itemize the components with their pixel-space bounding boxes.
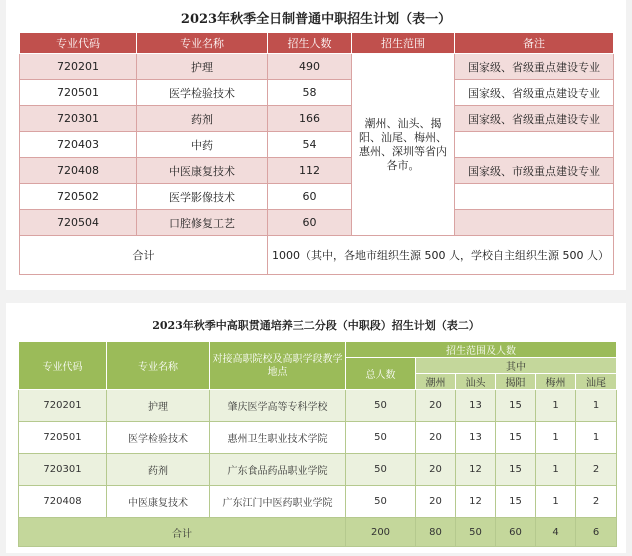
header-city-shantou: 汕头 (456, 374, 496, 390)
cell-code: 720502 (20, 184, 137, 210)
cell-jieyang: 15 (496, 390, 536, 422)
header-name: 专业名称 (137, 33, 268, 54)
table-2-header-row-1 (19, 342, 617, 358)
cell-jieyang: 15 (496, 422, 536, 454)
cell-count: 490 (268, 54, 352, 80)
table-1 (19, 32, 614, 275)
cell-name: 中医康复技术 (107, 486, 210, 518)
cell-shantou: 50 (456, 518, 496, 547)
header-city-chaozhou: 潮州 (416, 374, 456, 390)
cell-name: 药剂 (107, 454, 210, 486)
table-1-title: 2023年秋季全日制普通中职招生计划（表一） (180, 12, 452, 27)
header-count: 招生人数 (268, 33, 352, 54)
cell-name: 中药 (137, 132, 268, 158)
cell-count: 112 (268, 158, 352, 184)
cell-name: 医学检验技术 (107, 422, 210, 454)
table-row (20, 106, 614, 132)
cell-code: 720301 (19, 454, 107, 486)
cell-shantou: 12 (456, 454, 496, 486)
table-2 (18, 341, 617, 547)
cell-note (455, 210, 614, 236)
table-1-header-row (20, 33, 614, 54)
cell-shanwei: 2 (576, 454, 617, 486)
table-row (19, 486, 617, 518)
cell-chaozhou: 20 (416, 454, 456, 486)
cell-note: 国家级、省级重点建设专业 (455, 54, 614, 80)
header-total: 总人数 (346, 358, 416, 390)
header-name: 专业名称 (107, 342, 210, 390)
header-code: 专业代码 (19, 342, 107, 390)
cell-code: 720501 (20, 80, 137, 106)
cell-jieyang: 15 (496, 454, 536, 486)
table-row (20, 210, 614, 236)
total-text: 1000（其中，各地市组织生源 500 人，学校自主组织生源 500 人） (268, 236, 614, 275)
cell-chaozhou: 80 (416, 518, 456, 547)
cell-note: 国家级、省级重点建设专业 (455, 80, 614, 106)
cell-note (455, 184, 614, 210)
table-1-total-row (20, 236, 614, 275)
cell-code: 720408 (20, 158, 137, 184)
table-row (19, 454, 617, 486)
cell-school: 广东食品药品职业学院 (210, 454, 346, 486)
header-city-meizhou: 梅州 (536, 374, 576, 390)
cell-school: 广东江门中医药职业学院 (210, 486, 346, 518)
cell-jieyang: 60 (496, 518, 536, 547)
table-row (20, 184, 614, 210)
table-2-total-row (19, 518, 617, 547)
table-row (20, 80, 614, 106)
cell-school: 惠州卫生职业技术学院 (210, 422, 346, 454)
cell-name: 医学影像技术 (137, 184, 268, 210)
cell-name: 护理 (107, 390, 210, 422)
cell-chaozhou: 20 (416, 486, 456, 518)
cell-total: 50 (346, 486, 416, 518)
cell-name: 护理 (137, 54, 268, 80)
cell-school: 肇庆医学高等专科学校 (210, 390, 346, 422)
table-2-title: 2023年秋季中高职贯通培养三二分段（中职段）招生计划（表二） (152, 319, 480, 332)
table-row (20, 158, 614, 184)
cell-shantou: 13 (456, 422, 496, 454)
header-range: 招生范围 (352, 33, 455, 54)
header-range: 招生范围及人数 (346, 342, 617, 358)
cell-name: 医学检验技术 (137, 80, 268, 106)
cell-note: 国家级、市级重点建设专业 (455, 158, 614, 184)
cell-code: 720504 (20, 210, 137, 236)
total-label: 合计 (20, 236, 268, 275)
cell-code: 720403 (20, 132, 137, 158)
table-row (20, 54, 614, 80)
cell-code: 720501 (19, 422, 107, 454)
cell-count: 58 (268, 80, 352, 106)
cell-count: 54 (268, 132, 352, 158)
header-note: 备注 (455, 33, 614, 54)
total-label: 合计 (19, 518, 346, 547)
cell-chaozhou: 20 (416, 390, 456, 422)
cell-range: 潮州、汕头、揭阳、汕尾、梅州、惠州、深圳等省内各市。 (352, 54, 455, 236)
table-row (19, 422, 617, 454)
cell-count: 166 (268, 106, 352, 132)
cell-name: 药剂 (137, 106, 268, 132)
panel-table-1 (6, 0, 626, 290)
header-code: 专业代码 (20, 33, 137, 54)
cell-total: 50 (346, 454, 416, 486)
cell-meizhou: 1 (536, 422, 576, 454)
cell-shanwei: 1 (576, 422, 617, 454)
cell-name: 中医康复技术 (137, 158, 268, 184)
cell-code: 720201 (19, 390, 107, 422)
header-city-shanwei: 汕尾 (576, 374, 617, 390)
cell-meizhou: 1 (536, 390, 576, 422)
cell-chaozhou: 20 (416, 422, 456, 454)
header-school: 对接高职院校及高职学段教学地点 (210, 342, 346, 390)
table-row (20, 132, 614, 158)
cell-jieyang: 15 (496, 486, 536, 518)
cell-shanwei: 2 (576, 486, 617, 518)
cell-shantou: 12 (456, 486, 496, 518)
cell-total: 200 (346, 518, 416, 547)
cell-note (455, 132, 614, 158)
cell-shanwei: 6 (576, 518, 617, 547)
cell-total: 50 (346, 390, 416, 422)
cell-name: 口腔修复工艺 (137, 210, 268, 236)
table-row (19, 390, 617, 422)
panel-table-2 (6, 303, 626, 553)
cell-count: 60 (268, 210, 352, 236)
cell-meizhou: 1 (536, 486, 576, 518)
header-city-jieyang: 揭阳 (496, 374, 536, 390)
cell-note: 国家级、省级重点建设专业 (455, 106, 614, 132)
cell-code: 720301 (20, 106, 137, 132)
cell-meizhou: 1 (536, 454, 576, 486)
header-among: 其中 (416, 358, 617, 374)
cell-code: 720201 (20, 54, 137, 80)
cell-shanwei: 1 (576, 390, 617, 422)
cell-shantou: 13 (456, 390, 496, 422)
cell-count: 60 (268, 184, 352, 210)
cell-meizhou: 4 (536, 518, 576, 547)
cell-code: 720408 (19, 486, 107, 518)
cell-total: 50 (346, 422, 416, 454)
